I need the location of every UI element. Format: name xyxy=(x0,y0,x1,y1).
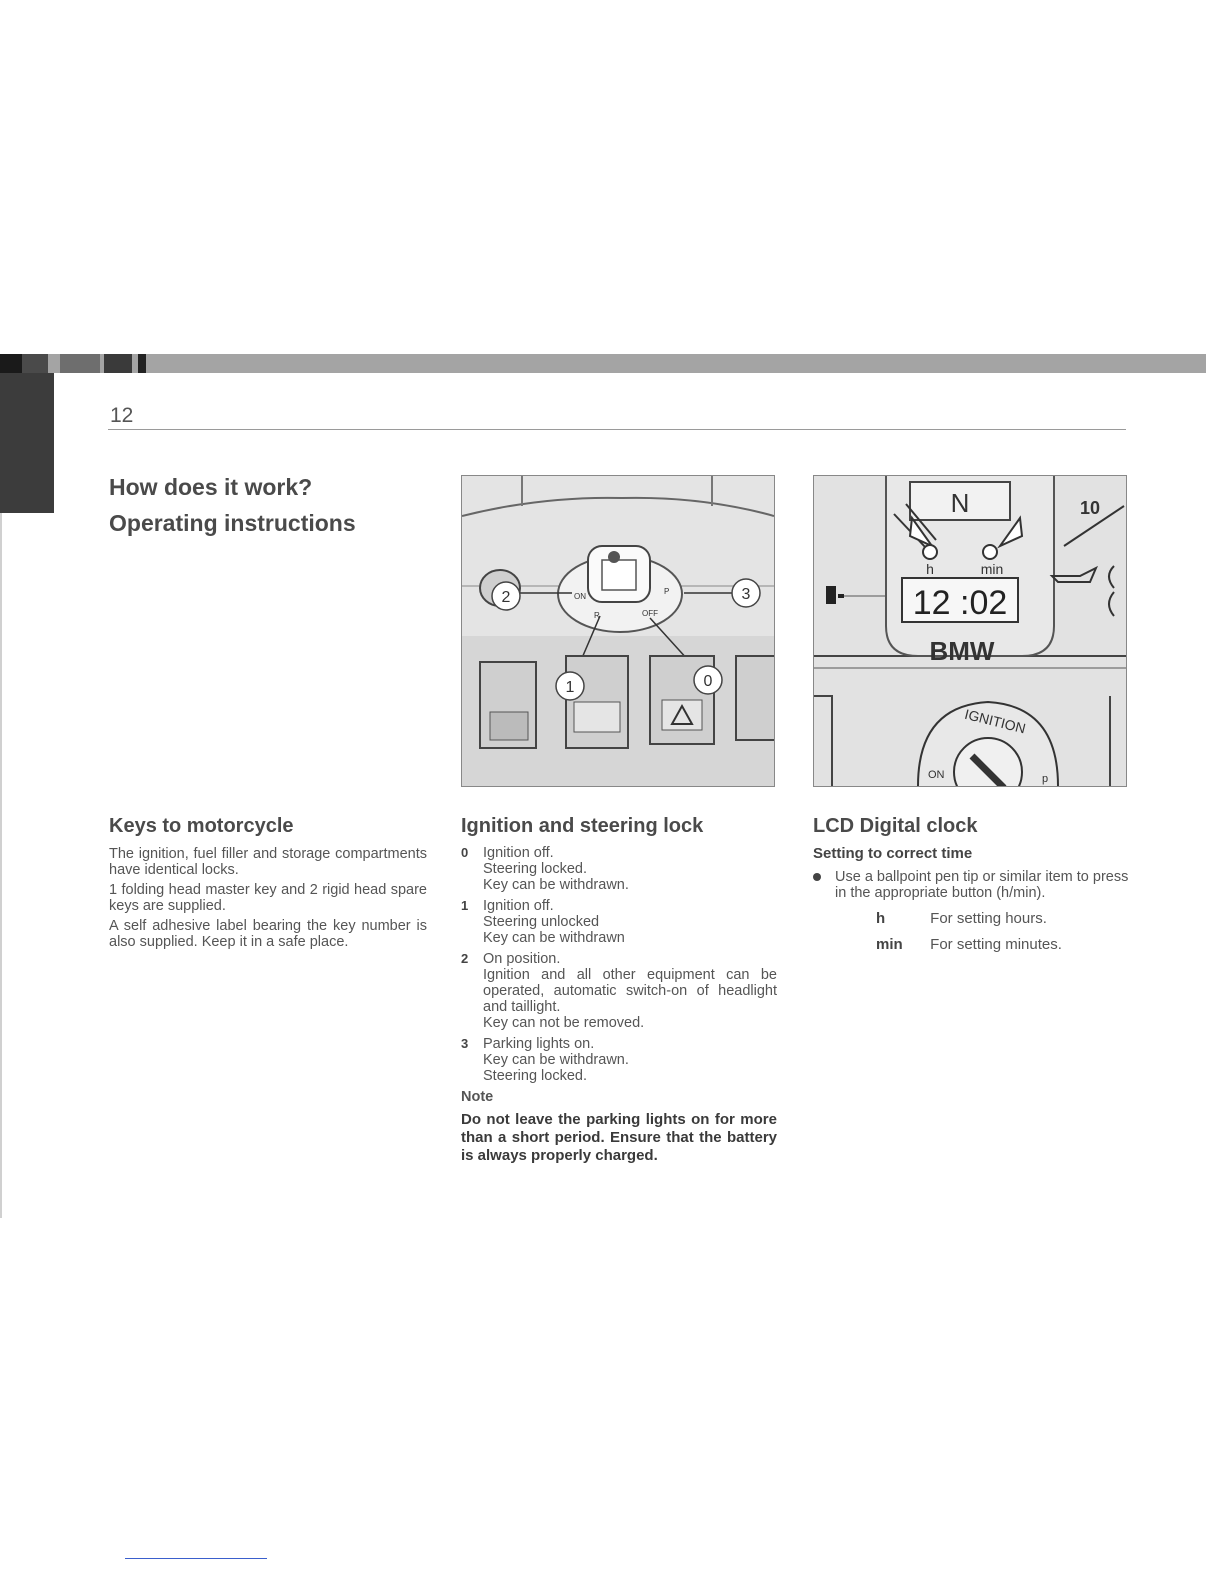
list-item xyxy=(461,898,777,946)
position-number: 1 xyxy=(461,898,469,913)
position-line: Key can be withdrawn xyxy=(483,930,625,946)
position-line: Steering unlocked xyxy=(483,914,600,930)
keys-paragraph: 1 folding head master key and 2 rigid head spare keys are supplied. xyxy=(109,882,427,914)
lcd-time-display: 12 :02 xyxy=(912,584,1008,622)
position-line: Steering locked. xyxy=(483,1068,587,1084)
ignition-p-label: p xyxy=(1042,773,1049,785)
header-bar-segment xyxy=(22,354,48,373)
section-tab xyxy=(0,373,54,513)
switch-label-off: OFF xyxy=(642,609,658,618)
page-title xyxy=(109,469,356,541)
position-number: 0 xyxy=(461,845,469,860)
switch-label-on: ON xyxy=(574,592,586,601)
svg-text:3: 3 xyxy=(741,586,751,603)
position-line: Steering locked. xyxy=(483,861,587,877)
ignition-switch-illustration xyxy=(461,475,775,787)
position-line: Key can be withdrawn. xyxy=(483,877,629,893)
clock-instruction-text: Use a ballpoint pen tip or similar item to press in the appropriate button (h/min). xyxy=(835,869,1129,901)
switch-button xyxy=(480,662,536,748)
definition-term: min xyxy=(876,936,903,953)
switch-label-r: R xyxy=(594,611,600,620)
ignition-positions-list xyxy=(461,845,777,1165)
definition-row xyxy=(876,936,1062,953)
header-bar-segment xyxy=(104,354,132,373)
speedometer-mark: 10 xyxy=(1080,498,1101,518)
switch-button xyxy=(566,656,628,748)
position-line: Ignition off. xyxy=(483,845,554,861)
footer-link-underline[interactable] xyxy=(125,1558,267,1559)
definition-desc: For setting minutes. xyxy=(930,936,1062,953)
header-bar-segment xyxy=(138,354,146,373)
switch-label-p: P xyxy=(664,587,670,596)
definition-term: h xyxy=(876,910,886,927)
keys-text xyxy=(109,846,427,954)
ignition-label: IGNITION xyxy=(963,705,1028,737)
clock-subheading: Setting to correct time xyxy=(813,845,973,862)
position-line: Parking lights on. xyxy=(483,1036,595,1052)
note-label: Note xyxy=(461,1089,494,1105)
ignition-heading: Ignition and steering lock xyxy=(461,815,704,837)
position-number: 3 xyxy=(461,1036,469,1051)
ignition-switch-drawing xyxy=(462,476,774,786)
position-line: Ignition and all other equipment can be operated, automatic switch-on of headlight and taillight. xyxy=(483,967,777,1015)
page-title-line2: Operating instructions xyxy=(109,510,356,536)
callout-3 xyxy=(732,579,760,607)
header-rule xyxy=(108,429,1126,430)
hour-button-label: h xyxy=(926,561,934,577)
header-bar-segment xyxy=(60,354,100,373)
ignition-on-label: ON xyxy=(928,769,945,781)
keys-paragraph: The ignition, fuel filler and storage compartments have identical locks. xyxy=(109,846,427,878)
callout-1 xyxy=(556,672,584,700)
header-bar xyxy=(0,354,1206,373)
keys-heading: Keys to motorcycle xyxy=(109,815,294,837)
minute-button-label: min xyxy=(980,561,1004,577)
page-number: 12 xyxy=(110,404,134,427)
position-number: 2 xyxy=(461,951,469,966)
definition-desc: For setting hours. xyxy=(930,910,1047,927)
bullet-icon xyxy=(813,873,821,881)
keys-paragraph: A self adhesive label bearing the key number is also supplied. Keep it in a safe place. xyxy=(109,918,427,950)
note-text: Do not leave the parking lights on for more than a short period. Ensure that the battery is always properly charged. xyxy=(461,1111,777,1164)
clock-instruction xyxy=(813,869,1133,901)
position-line: Ignition off. xyxy=(483,898,554,914)
gear-indicator: N xyxy=(950,488,970,518)
callout-2 xyxy=(492,582,520,610)
margin-line xyxy=(0,513,2,1218)
svg-text:0: 0 xyxy=(703,673,713,690)
svg-text:2: 2 xyxy=(501,589,511,606)
position-line: On position. xyxy=(483,951,561,967)
lcd-clock-illustration xyxy=(813,475,1127,787)
position-line: Key can be withdrawn. xyxy=(483,1052,629,1068)
page-title-line1: How does it work? xyxy=(109,474,313,500)
header-bar-segment xyxy=(0,354,22,373)
position-line: Key can not be removed. xyxy=(483,1015,645,1031)
definition-row xyxy=(876,910,1047,927)
instrument-panel-drawing xyxy=(814,476,1126,786)
clock-heading: LCD Digital clock xyxy=(813,815,978,837)
callout-0 xyxy=(694,666,722,694)
list-item xyxy=(461,1036,777,1084)
switch-button xyxy=(736,656,774,740)
minute-button-icon xyxy=(983,545,997,559)
bmw-logo: BMW xyxy=(929,636,995,666)
svg-text:1: 1 xyxy=(565,679,575,696)
list-item xyxy=(461,845,777,893)
list-item xyxy=(461,951,777,1031)
hour-button-icon xyxy=(923,545,937,559)
